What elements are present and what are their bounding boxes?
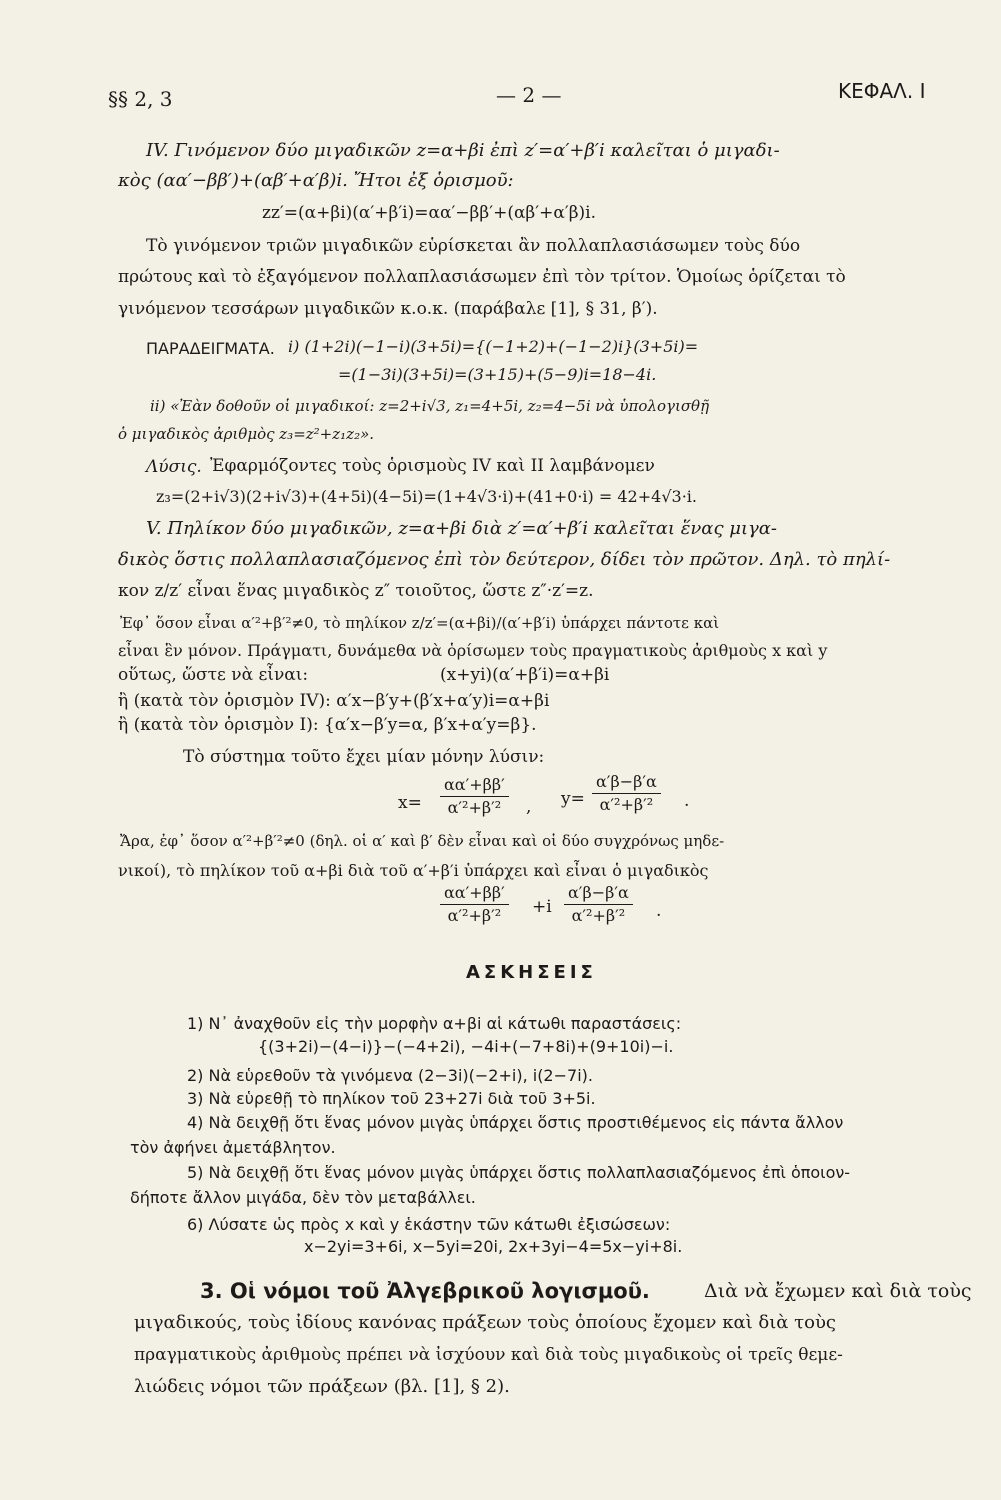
exercise-6-equations: x−2yi=3+6i, x−5yi=20i, 2x+3yi−4=5x−yi+8i.	[304, 1237, 683, 1256]
section-3-heading	[200, 1280, 650, 1302]
text-line: κον z/z′ εἶναι ἕνας μιγαδικὸς z″ τοιοῦτος, ὥστε z″·z′=z.	[118, 581, 594, 601]
x-denominator: α′²+β′²	[447, 798, 502, 817]
x-numerator: αα′+ββ′	[440, 775, 509, 797]
text-line: ἢ (κατὰ τὸν ὁρισμὸν I): {α′x−β′y=α, β′x+α′y=β}.	[118, 715, 537, 735]
example-1-line2: =(1−3i)(3+5i)=(3+15)+(5−9)i=18−4i.	[338, 365, 657, 384]
text-line: ἢ (κατὰ τὸν ὁρισμὸν IV): α′x−β′y+(β′x+α′y)i=α+βi	[118, 691, 550, 711]
quotient-real-fraction	[440, 883, 509, 926]
text-line: οὕτως, ὥστε νὰ εἶναι:	[118, 665, 309, 685]
product-formula: zz′=(α+βi)(α′+β′i)=αα′−ββ′+(αβ′+α′β)i.	[262, 203, 596, 223]
exercises-title: ΑΣΚΗΣΕΙΣ	[466, 962, 597, 983]
text-line: Τὸ γινόμενον τριῶν μιγαδικῶν εὑρίσκεται ἂν πολλαπλασιάσωμεν τοὺς δύο	[146, 236, 801, 256]
solution-text: Ἐφαρμόζοντες τοὺς ὁρισμοὺς IV καὶ II λαμβάνομεν	[210, 456, 655, 476]
equation: (x+yi)(α′+β′i)=α+βi	[440, 665, 610, 685]
section-3-line1: Διὰ νὰ ἔχωμεν καὶ διὰ τοὺς	[704, 1280, 972, 1302]
page-number: — 2 —	[496, 83, 562, 107]
text-line: εἶναι ἓν μόνον. Πράγματι, δυνάμεθα νὰ ὁρίσωμεν τοὺς πραγματικοὺς ἀριθμοὺς x καὶ y	[118, 641, 828, 660]
example-2-line2: ὁ μιγαδικὸς ἀριθμὸς z₃=z²+z₁z₂».	[118, 425, 375, 443]
section-3-line4: λιώδεις νόμοι τῶν πράξεων (βλ. [1], § 2).	[134, 1376, 510, 1397]
definition-iv-line2: κὸς (αα′−ββ′)+(αβ′+α′β)i. Ἤτοι ἐξ ὁρισμοῦ:	[118, 170, 514, 191]
exercise-6: 6) Λύσατε ὡς πρὸς x καὶ y ἑκάστην τῶν κάτωθι ἐξισώσεων:	[187, 1215, 671, 1234]
exercise-1-expressions: {(3+2i)−(4−i)}−(−4+2i), −4i+(−7+8i)+(9+10i)−i.	[258, 1037, 674, 1056]
solution-label: Λύσις.	[146, 457, 202, 477]
section-marker: §§ 2, 3	[108, 87, 173, 111]
exercise-4-cont: τὸν ἀφήνει ἀμετάβλητον.	[130, 1138, 336, 1157]
exercise-2: 2) Νὰ εὑρεθοῦν τὰ γινόμενα (2−3i)(−2+i), i(2−7i).	[187, 1066, 593, 1085]
definition-iv-line1: IV. Γινόμενον δύο μιγαδικῶν z=α+βi ἐπὶ z′=α′+β′i καλεῖται ὁ μιγαδι-	[146, 140, 780, 161]
period: .	[684, 791, 690, 811]
section-3-line2: μιγαδικούς, τοὺς ἰδίους κανόνας πράξεων τοὺς ὁποίους ἔχομεν καὶ διὰ τοὺς	[134, 1312, 836, 1333]
example-2-line1: ii) «Ἐὰν δοθοῦν οἱ μιγαδικοί: z=2+i√3, z₁=4+5i, z₂=4−5i νὰ ὑπολογισθῇ	[150, 397, 710, 415]
plus-i: +i	[532, 897, 552, 917]
x-label: x=	[398, 793, 422, 813]
y-label: y=	[561, 789, 585, 809]
y-denominator: α′²+β′²	[599, 795, 654, 814]
exercise-5-cont: δήποτε ἄλλον μιγάδα, δὲν τὸν μεταβάλλει.	[130, 1188, 476, 1207]
quotient-real-numerator: αα′+ββ′	[440, 883, 509, 905]
y-numerator: α′β−β′α	[592, 772, 661, 794]
exercise-3: 3) Νὰ εὑρεθῇ τὸ πηλίκον τοῦ 23+27i διὰ τοῦ 3+5i.	[187, 1089, 596, 1108]
text-line: Ἄρα, ἐφ᾿ ὅσον α′²+β′²≠0 (δηλ. οἱ α′ καὶ β′ δὲν εἶναι καὶ οἱ δύο συγχρόνως μηδε-	[120, 832, 725, 850]
quotient-imag-fraction	[564, 883, 633, 926]
quotient-imag-numerator: α′β−β′α	[564, 883, 633, 905]
y-fraction	[592, 772, 661, 815]
section-3-title: 3. Οἱ νόμοι τοῦ Ἀλγεβρικοῦ λογισμοῦ.	[200, 1279, 650, 1303]
comma: ,	[526, 797, 532, 817]
text-line: γινόμενον τεσσάρων μιγαδικῶν κ.ο.κ. (παράβαλε [1], § 31, β′).	[118, 299, 658, 319]
text-line: Ἐφ᾿ ὅσον εἶναι α′²+β′²≠0, τὸ πηλίκον z/z′=(α+βi)/(α′+β′i) ὑπάρχει πάντοτε καὶ	[120, 614, 720, 632]
definition-v-line2: δικὸς ὅστις πολλαπλασιαζόμενος ἐπὶ τὸν δεύτερον, δίδει τὸν πρῶτον. Δηλ. τὸ πηλί-	[118, 549, 891, 570]
quotient-imag-denominator: α′²+β′²	[571, 906, 626, 925]
text-line: Τὸ σύστημα τοῦτο ἔχει μίαν μόνην λύσιν:	[183, 747, 545, 767]
examples-heading: ΠΑΡΑΔΕΙΓΜΑΤΑ.	[146, 339, 275, 358]
exercise-1: 1) Ν᾿ ἀναχθοῦν εἰς τὴν μορφὴν α+βi αἱ κάτωθι παραστάσεις:	[187, 1014, 682, 1033]
chapter-label: ΚΕΦΑΛ. Ι	[838, 79, 926, 103]
solution-formula: z₃=(2+i√3)(2+i√3)+(4+5i)(4−5i)=(1+4√3·i)+(41+0·i) = 42+4√3·i.	[156, 487, 697, 506]
x-fraction	[440, 775, 509, 818]
text-line: πρώτους καὶ τὸ ἐξαγόμενον πολλαπλασιάσωμεν ἐπὶ τὸν τρίτον. Ὁμοίως ὁρίζεται τὸ	[118, 267, 846, 287]
text-line: νικοί), τὸ πηλίκον τοῦ α+βi διὰ τοῦ α′+β′i ὑπάρχει καὶ εἶναι ὁ μιγαδικὸς	[118, 861, 709, 880]
quotient-real-denominator: α′²+β′²	[447, 906, 502, 925]
section-3-line3: πραγματικοὺς ἀριθμοὺς πρέπει νὰ ἰσχύουν καὶ διὰ τοὺς μιγαδικοὺς οἱ τρεῖς θεμε-	[134, 1345, 843, 1365]
definition-v-line1: V. Πηλίκον δύο μιγαδικῶν, z=α+βi διὰ z′=α′+β′i καλεῖται ἕνας μιγα-	[146, 518, 778, 539]
period: .	[656, 901, 662, 921]
exercise-5: 5) Νὰ δειχθῇ ὅτι ἕνας μόνον μιγὰς ὑπάρχει ὅστις πολλαπλασιαζόμενος ἐπὶ ὁποιον-	[187, 1163, 851, 1182]
exercise-4: 4) Νὰ δειχθῇ ὅτι ἕνας μόνον μιγὰς ὑπάρχει ὅστις προστιθέμενος εἰς πάντα ἄλλον	[187, 1113, 844, 1132]
example-1-line1: i) (1+2i)(−1−i)(3+5i)={(−1+2)+(−1−2)i}(3+5i)=	[288, 337, 699, 356]
